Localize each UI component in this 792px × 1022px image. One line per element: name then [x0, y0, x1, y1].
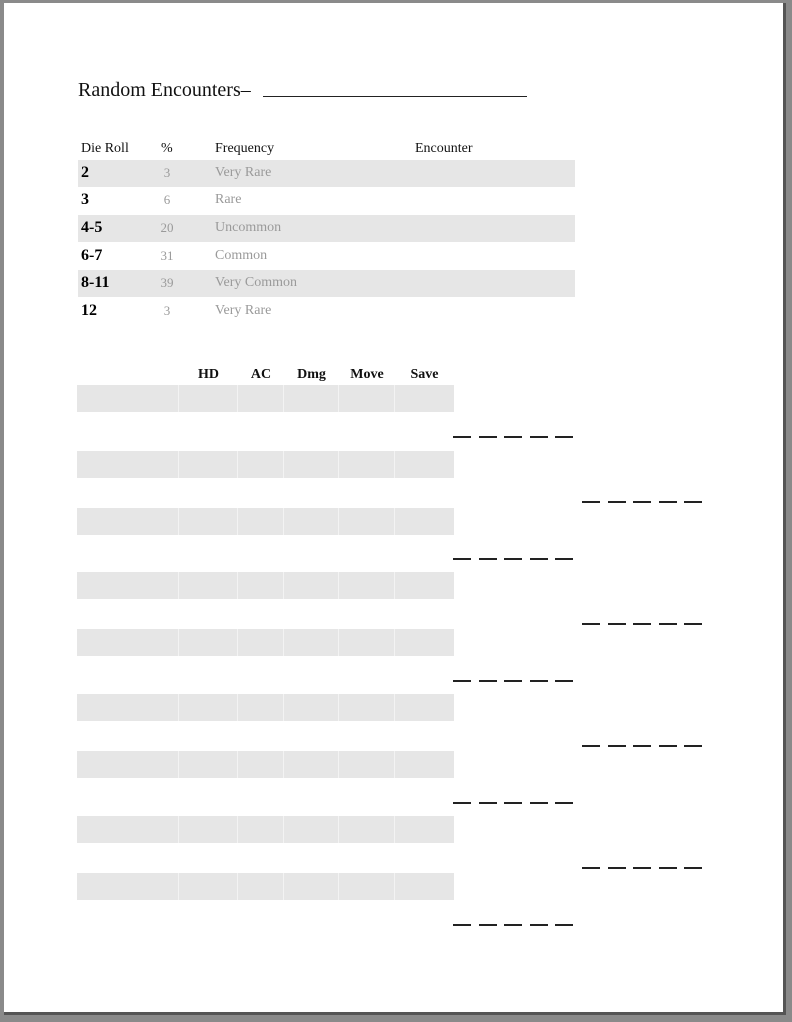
ac-cell[interactable] — [238, 873, 284, 900]
save-cell[interactable] — [395, 873, 454, 900]
ac-cell[interactable] — [238, 751, 284, 778]
hit-point-track[interactable] — [582, 867, 704, 871]
move-cell[interactable] — [339, 629, 395, 656]
die-roll-value: 12 — [81, 302, 97, 319]
name-cell[interactable] — [77, 629, 179, 656]
stat-row[interactable] — [77, 572, 454, 599]
percent-value: 31 — [160, 248, 174, 263]
stat-row[interactable] — [77, 873, 454, 900]
frequency-value: Rare — [215, 192, 242, 207]
percent-value: 20 — [160, 220, 174, 235]
name-cell[interactable] — [77, 451, 179, 478]
ac-cell[interactable] — [238, 629, 284, 656]
stat-row[interactable] — [77, 385, 454, 412]
dmg-cell[interactable] — [284, 629, 339, 656]
percent-value: 39 — [160, 275, 174, 290]
header-save: Save — [410, 367, 439, 382]
percent-value: 3 — [163, 165, 171, 180]
save-cell[interactable] — [395, 385, 454, 412]
header-encounter: Encounter — [415, 141, 473, 156]
header-dmg: Dmg — [297, 367, 326, 382]
encounter-row — [78, 215, 575, 242]
header-die-roll: Die Roll — [81, 141, 129, 156]
header-frequency: Frequency — [215, 141, 275, 156]
die-roll-value: 2 — [81, 164, 89, 181]
dmg-cell[interactable] — [284, 751, 339, 778]
dmg-cell[interactable] — [284, 873, 339, 900]
hd-cell[interactable] — [179, 873, 238, 900]
hit-point-track[interactable] — [582, 623, 704, 627]
move-cell[interactable] — [339, 385, 395, 412]
header-percent: % — [161, 141, 173, 156]
dmg-cell[interactable] — [284, 451, 339, 478]
hit-point-track[interactable] — [453, 924, 575, 928]
stat-row[interactable] — [77, 694, 454, 721]
name-cell[interactable] — [77, 816, 179, 843]
ac-cell[interactable] — [238, 451, 284, 478]
ac-cell[interactable] — [238, 508, 284, 535]
stat-row[interactable] — [77, 451, 454, 478]
frequency-value: Very Rare — [215, 303, 272, 318]
save-cell[interactable] — [395, 629, 454, 656]
move-cell[interactable] — [339, 451, 395, 478]
move-cell[interactable] — [339, 508, 395, 535]
save-cell[interactable] — [395, 451, 454, 478]
ac-cell[interactable] — [238, 816, 284, 843]
stat-row[interactable] — [77, 629, 454, 656]
encounter-row — [78, 187, 575, 214]
title-blank-line[interactable] — [263, 96, 527, 97]
move-cell[interactable] — [339, 694, 395, 721]
die-roll-value: 8-11 — [81, 274, 110, 291]
name-cell[interactable] — [77, 751, 179, 778]
ac-cell[interactable] — [238, 694, 284, 721]
ac-cell[interactable] — [238, 385, 284, 412]
frequency-value: Very Common — [215, 275, 298, 290]
dmg-cell[interactable] — [284, 694, 339, 721]
stat-row[interactable] — [77, 751, 454, 778]
frequency-value: Very Rare — [215, 165, 272, 180]
save-cell[interactable] — [395, 751, 454, 778]
move-cell[interactable] — [339, 751, 395, 778]
frequency-value: Uncommon — [215, 220, 282, 235]
hd-cell[interactable] — [179, 572, 238, 599]
name-cell[interactable] — [77, 508, 179, 535]
move-cell[interactable] — [339, 816, 395, 843]
dmg-cell[interactable] — [284, 572, 339, 599]
hit-point-track[interactable] — [453, 680, 575, 684]
save-cell[interactable] — [395, 816, 454, 843]
hit-point-track[interactable] — [582, 501, 704, 505]
encounter-row — [78, 243, 575, 270]
hit-point-track[interactable] — [453, 802, 575, 806]
dmg-cell[interactable] — [284, 508, 339, 535]
stat-row[interactable] — [77, 508, 454, 535]
hd-cell[interactable] — [179, 508, 238, 535]
header-move: Move — [350, 367, 384, 382]
dmg-cell[interactable] — [284, 385, 339, 412]
move-cell[interactable] — [339, 873, 395, 900]
die-roll-value: 4-5 — [81, 219, 103, 236]
name-cell[interactable] — [77, 572, 179, 599]
move-cell[interactable] — [339, 572, 395, 599]
percent-value: 3 — [163, 303, 171, 318]
die-roll-value: 6-7 — [81, 247, 103, 264]
document-page — [4, 3, 786, 1015]
hd-cell[interactable] — [179, 694, 238, 721]
encounter-row — [78, 298, 575, 325]
name-cell[interactable] — [77, 873, 179, 900]
hit-point-track[interactable] — [453, 558, 575, 562]
ac-cell[interactable] — [238, 572, 284, 599]
page-title: Random Encounters– — [78, 79, 251, 101]
hd-cell[interactable] — [179, 816, 238, 843]
stat-row[interactable] — [77, 816, 454, 843]
save-cell[interactable] — [395, 508, 454, 535]
save-cell[interactable] — [395, 572, 454, 599]
encounter-row — [78, 160, 575, 187]
hd-cell[interactable] — [179, 451, 238, 478]
hd-cell[interactable] — [179, 629, 238, 656]
header-ac: AC — [250, 367, 272, 382]
name-cell[interactable] — [77, 385, 179, 412]
hit-point-track[interactable] — [453, 436, 575, 440]
header-hd: HD — [198, 367, 219, 382]
hit-point-track[interactable] — [582, 745, 704, 749]
die-roll-value: 3 — [81, 191, 89, 208]
percent-value: 6 — [163, 192, 171, 207]
save-cell[interactable] — [395, 694, 454, 721]
dmg-cell[interactable] — [284, 816, 339, 843]
encounter-row — [78, 270, 575, 297]
hd-cell[interactable] — [179, 385, 238, 412]
frequency-value: Common — [215, 248, 268, 263]
hd-cell[interactable] — [179, 751, 238, 778]
name-cell[interactable] — [77, 694, 179, 721]
